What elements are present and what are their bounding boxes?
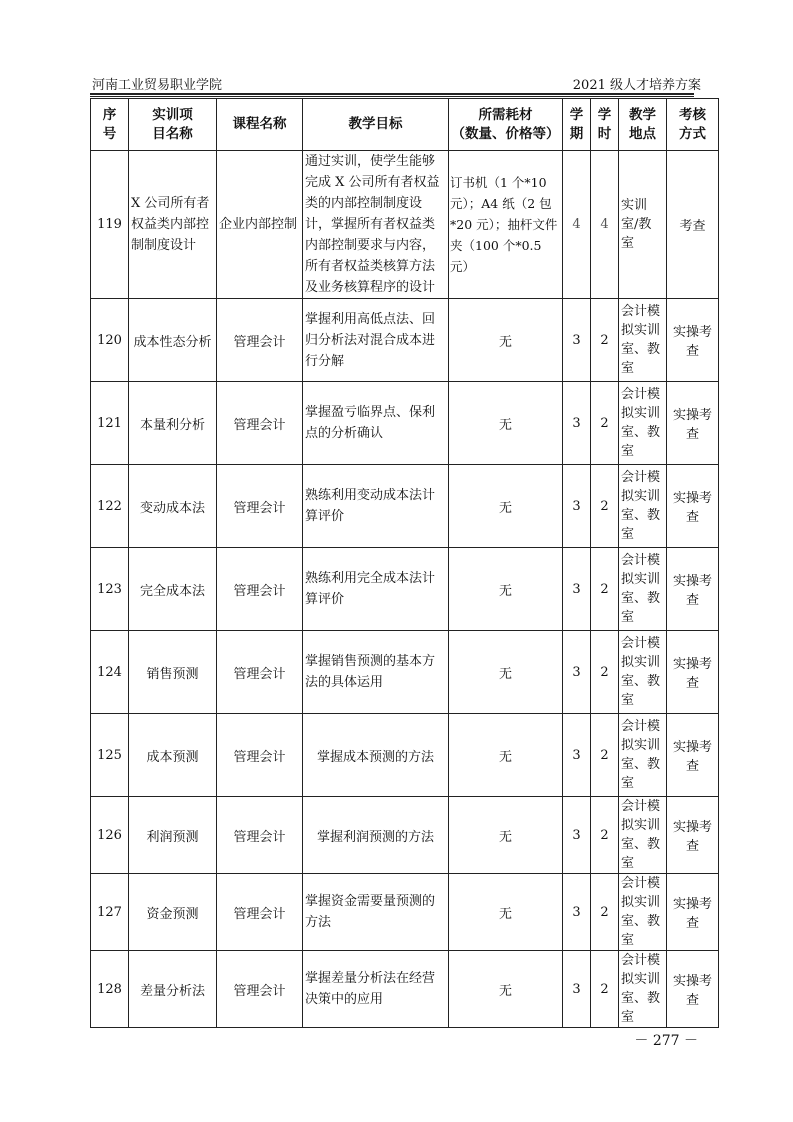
table-row [91, 714, 719, 797]
row-seq: 127 [91, 874, 129, 951]
row-consumables: 无 [449, 797, 563, 874]
row-term: 3 [563, 951, 591, 1028]
row-seq: 120 [91, 299, 129, 382]
table-row [91, 951, 719, 1028]
row-course: 管理会计 [217, 714, 303, 797]
row-assess: 考查 [667, 151, 719, 299]
row-term: 3 [563, 382, 591, 465]
row-goal: 掌握销售预测的基本方法的具体运用 [303, 631, 449, 714]
row-course: 管理会计 [217, 548, 303, 631]
row-assess: 实操考查 [667, 951, 719, 1028]
row-hours: 2 [591, 299, 619, 382]
row-course: 管理会计 [217, 951, 303, 1028]
row-project: X 公司所有者权益类内部控制制度设计 [129, 151, 217, 299]
table-row [91, 874, 719, 951]
row-location: 会计模拟实训室、教室 [619, 548, 667, 631]
header-consumables: 所需耗材 （数量、价格等） [449, 99, 563, 151]
table-row [91, 382, 719, 465]
row-location: 会计模拟实训室、教室 [619, 299, 667, 382]
row-assess: 实操考查 [667, 465, 719, 548]
row-hours: 2 [591, 465, 619, 548]
row-goal: 掌握利润预测的方法 [303, 797, 449, 874]
row-course: 管理会计 [217, 382, 303, 465]
row-consumables: 无 [449, 465, 563, 548]
row-consumables: 无 [449, 714, 563, 797]
row-hours: 2 [591, 382, 619, 465]
row-location: 会计模拟实训室、教室 [619, 797, 667, 874]
row-hours: 4 [591, 151, 619, 299]
row-project: 本量利分析 [129, 382, 217, 465]
header-plan-title: 2021 级人才培养方案 [572, 78, 701, 93]
row-assess: 实操考查 [667, 797, 719, 874]
row-hours: 2 [591, 714, 619, 797]
row-term: 3 [563, 299, 591, 382]
table-row [91, 548, 719, 631]
row-term: 4 [563, 151, 591, 299]
row-project: 完全成本法 [129, 548, 217, 631]
row-seq: 119 [91, 151, 129, 299]
table-row [91, 465, 719, 548]
table-row [91, 299, 719, 382]
table-row [91, 151, 719, 299]
row-seq: 123 [91, 548, 129, 631]
row-location: 会计模拟实训室、教室 [619, 951, 667, 1028]
row-assess: 实操考查 [667, 382, 719, 465]
row-project: 销售预测 [129, 631, 217, 714]
row-consumables: 无 [449, 548, 563, 631]
header-location: 教学 地点 [619, 99, 667, 151]
header-hours: 学 时 [591, 99, 619, 151]
row-term: 3 [563, 874, 591, 951]
row-goal: 掌握成本预测的方法 [303, 714, 449, 797]
row-course: 管理会计 [217, 299, 303, 382]
row-seq: 121 [91, 382, 129, 465]
row-project: 变动成本法 [129, 465, 217, 548]
header-assess: 考核 方式 [667, 99, 719, 151]
header-school-name: 河南工业贸易职业学院 [92, 78, 223, 93]
row-consumables: 无 [449, 951, 563, 1028]
row-assess: 实操考查 [667, 874, 719, 951]
row-assess: 实操考查 [667, 631, 719, 714]
row-location: 会计模拟实训室、教室 [619, 382, 667, 465]
row-term: 3 [563, 548, 591, 631]
row-location: 会计模拟实训室、教室 [619, 874, 667, 951]
row-seq: 126 [91, 797, 129, 874]
header-seq: 序 号 [91, 99, 129, 151]
row-project: 利润预测 [129, 797, 217, 874]
table-row [91, 797, 719, 874]
row-goal: 熟练利用完全成本法计算评价 [303, 548, 449, 631]
row-location: 会计模拟实训室、教室 [619, 631, 667, 714]
row-term: 3 [563, 465, 591, 548]
header-course: 课程名称 [217, 99, 303, 151]
row-assess: 实操考查 [667, 299, 719, 382]
row-location: 实训室/教室 [619, 151, 667, 299]
header-goal: 教学目标 [303, 99, 449, 151]
row-location: 会计模拟实训室、教室 [619, 714, 667, 797]
row-project: 资金预测 [129, 874, 217, 951]
row-consumables: 订书机（1 个*10 元）；A4 纸（2 包*20 元）；抽杆文件夹（100 个*0.5 元） [449, 151, 563, 299]
row-seq: 128 [91, 951, 129, 1028]
row-assess: 实操考查 [667, 548, 719, 631]
row-assess: 实操考查 [667, 714, 719, 797]
row-course: 企业内部控制 [217, 151, 303, 299]
row-goal: 通过实训，使学生能够完成 X 公司所有者权益类的内部控制制度设计，掌握所有者权益类内部控制要求与内容，所有者权益类核算方法及业务核算程序的设计 [303, 151, 449, 299]
row-hours: 2 [591, 951, 619, 1028]
header-term: 学 期 [563, 99, 591, 151]
table-header-row [91, 99, 719, 151]
table-row [91, 631, 719, 714]
row-course: 管理会计 [217, 797, 303, 874]
row-project: 成本性态分析 [129, 299, 217, 382]
row-hours: 2 [591, 797, 619, 874]
row-seq: 125 [91, 714, 129, 797]
row-goal: 掌握盈亏临界点、保利点的分析确认 [303, 382, 449, 465]
row-project: 成本预测 [129, 714, 217, 797]
row-consumables: 无 [449, 631, 563, 714]
row-course: 管理会计 [217, 874, 303, 951]
row-term: 3 [563, 797, 591, 874]
training-project-table [90, 98, 719, 1028]
page-number: － 277 － [634, 1033, 698, 1049]
header-project: 实训项 目名称 [129, 99, 217, 151]
row-course: 管理会计 [217, 465, 303, 548]
row-term: 3 [563, 631, 591, 714]
row-hours: 2 [591, 548, 619, 631]
row-consumables: 无 [449, 874, 563, 951]
header-rule-thin [90, 96, 694, 97]
row-course: 管理会计 [217, 631, 303, 714]
row-project: 差量分析法 [129, 951, 217, 1028]
header-rule [90, 93, 694, 95]
row-hours: 2 [591, 874, 619, 951]
row-consumables: 无 [449, 299, 563, 382]
row-goal: 掌握差量分析法在经营决策中的应用 [303, 951, 449, 1028]
row-hours: 2 [591, 631, 619, 714]
row-seq: 122 [91, 465, 129, 548]
row-goal: 熟练利用变动成本法计算评价 [303, 465, 449, 548]
row-seq: 124 [91, 631, 129, 714]
row-term: 3 [563, 714, 591, 797]
row-goal: 掌握资金需要量预测的方法 [303, 874, 449, 951]
row-consumables: 无 [449, 382, 563, 465]
row-location: 会计模拟实训室、教室 [619, 465, 667, 548]
row-goal: 掌握利用高低点法、回归分析法对混合成本进行分解 [303, 299, 449, 382]
